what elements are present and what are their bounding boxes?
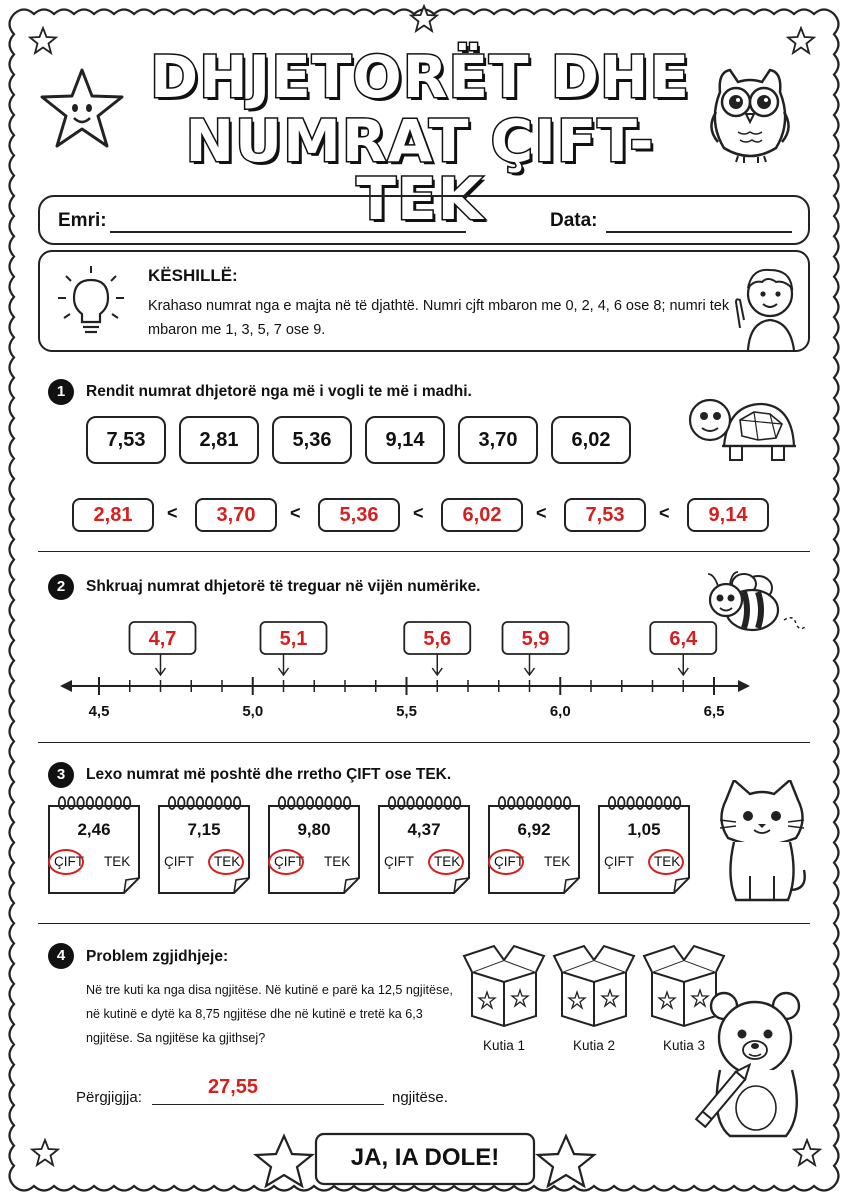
option-even: ÇIFT [54, 854, 84, 869]
worksheet-title-line2: NUMRAT ÇIFT-TEK [185, 107, 655, 233]
smiling-star-icon [38, 66, 126, 152]
less-than-sign: < [167, 503, 178, 523]
q1-number-box: 7,53 [86, 416, 166, 464]
star-icon [792, 1138, 822, 1168]
notepad-card [266, 796, 362, 896]
option-even: ÇIFT [164, 854, 194, 869]
number-line-answer: 5,1 [279, 628, 308, 650]
less-than-sign: < [536, 503, 547, 523]
star-icon [786, 26, 816, 56]
number-line-label: 5,0 [242, 703, 264, 720]
name-label: Emri: [58, 210, 107, 231]
question-2-badge: 2 [48, 574, 74, 600]
date-label: Data: [550, 210, 598, 231]
question-1-text: Rendit numrat dhjetorë nga më i vogli te më i madhi. [86, 383, 472, 400]
notepad-card-outline [156, 796, 252, 896]
open-box-icon [552, 942, 636, 1028]
number-line [0, 600, 848, 740]
open-box-icon [462, 942, 546, 1028]
star-icon [28, 26, 58, 56]
less-than-sign: < [659, 503, 670, 523]
boy-pointing-icon [726, 258, 806, 350]
option-even: ÇIFT [384, 854, 414, 869]
answer-value: 27,55 [208, 1076, 259, 1098]
q1-number-box: 2,81 [179, 416, 259, 464]
notepad-card [486, 796, 582, 896]
q1-answer-box: 3,70 [195, 498, 277, 532]
section-divider [38, 742, 810, 743]
card-number: 7,15 [187, 820, 221, 839]
owl-icon [700, 62, 800, 166]
question-1-badge: 1 [48, 379, 74, 405]
lightbulb-icon [56, 264, 126, 340]
box-label: Kutia 3 [662, 1038, 706, 1053]
number-line-answer: 5,6 [423, 628, 452, 650]
q1-answer-box: 5,36 [318, 498, 400, 532]
tip-text: Krahaso numrat nga e majta në të djathtë. Numri cjft mbaron me 0, 2, 4, 6 ose 8; numri tek mbaron me 1, 3, 5, 7 ose 9. [148, 298, 730, 338]
tip-title: KËSHILLË: [148, 266, 238, 285]
name-date-bar [38, 195, 810, 245]
answer-circle [208, 849, 244, 875]
notepad-card [46, 796, 142, 896]
option-odd: TEK [214, 854, 241, 869]
box-label: Kutia 2 [572, 1038, 616, 1053]
option-odd: TEK [434, 854, 461, 869]
number-line-answer: 5,9 [521, 628, 550, 650]
q1-number-box: 6,02 [551, 416, 631, 464]
option-odd: TEK [654, 854, 681, 869]
number-line-answer: 4,7 [148, 628, 177, 650]
star-icon [409, 4, 439, 34]
option-even: ÇIFT [494, 854, 524, 869]
answer-unit: ngjitëse. [392, 1089, 448, 1106]
cat-icon [716, 780, 808, 908]
less-than-sign: < [290, 503, 301, 523]
star-icon [30, 1138, 60, 1168]
tip-box [38, 250, 810, 352]
name-input-line[interactable] [110, 231, 466, 233]
section-divider [38, 923, 810, 924]
arrow-left-icon [60, 680, 72, 692]
worksheet-title-line1: DHJETORËT DHE [149, 43, 691, 111]
notepad-card-outline [266, 796, 362, 896]
number-line-label: 6,0 [549, 703, 571, 720]
option-odd: TEK [104, 854, 131, 869]
q1-number-box: 3,70 [458, 416, 538, 464]
notepad-card-outline [596, 796, 692, 896]
box-label: Kutia 1 [482, 1038, 526, 1053]
card-number: 9,80 [297, 820, 331, 839]
card-number: 6,92 [517, 820, 551, 839]
section-divider [38, 551, 810, 552]
option-even: ÇIFT [274, 854, 304, 869]
answer-circle [488, 849, 524, 875]
less-than-sign: < [413, 503, 424, 523]
question-4-badge: 4 [48, 943, 74, 969]
notepad-card [156, 796, 252, 896]
q1-answer-box: 7,53 [564, 498, 646, 532]
q1-answer-box: 9,14 [687, 498, 769, 532]
q1-number-box: 5,36 [272, 416, 352, 464]
option-odd: TEK [324, 854, 351, 869]
answer-input-line[interactable] [152, 1104, 384, 1105]
card-number: 4,37 [407, 820, 441, 839]
question-3-badge: 3 [48, 762, 74, 788]
notepad-card-outline [46, 796, 142, 896]
notepad-card-outline [376, 796, 472, 896]
number-line-label: 6,5 [703, 703, 725, 720]
q1-number-box: 9,14 [365, 416, 445, 464]
notepad-card [596, 796, 692, 896]
option-even: ÇIFT [604, 854, 634, 869]
question-4-text: Në tre kuti ka nga disa ngjitëse. Në kutinë e parë ka 12,5 ngjitëse, në kutinë e dytë ka 8,75 ngjitëse dhe në kutinë e tretë ka 6,3 ngjitëse. Sa ngjitëse ka gjithsej? [86, 983, 453, 1045]
answer-label: Përgjigjja: [76, 1089, 142, 1106]
answer-circle [48, 849, 84, 875]
number-line-label: 4,5 [88, 703, 110, 720]
date-input-line[interactable] [606, 231, 792, 233]
answer-circle [268, 849, 304, 875]
question-3-text: Lexo numrat më poshtë dhe rretho ÇIFT ose TEK. [86, 766, 452, 783]
footer-text: JA, IA DOLE! [350, 1144, 500, 1171]
bear-with-pencil-icon [690, 990, 808, 1140]
option-odd: TEK [544, 854, 571, 869]
turtle-icon [684, 390, 800, 466]
notepad-card [376, 796, 472, 896]
arrow-right-icon [738, 680, 750, 692]
notepad-card-outline [486, 796, 582, 896]
card-number: 2,46 [77, 820, 111, 839]
question-2-text: Shkruaj numrat dhjetorë të treguar në vijën numërike. [86, 578, 481, 595]
number-line-label: 5,5 [396, 703, 417, 720]
number-line-answer: 6,4 [669, 628, 698, 650]
card-number: 1,05 [627, 820, 661, 839]
question-4-title: Problem zgjidhjeje: [86, 948, 229, 965]
q1-answer-box: 6,02 [441, 498, 523, 532]
answer-circle [428, 849, 464, 875]
q1-answer-box: 2,81 [72, 498, 154, 532]
answer-circle [648, 849, 684, 875]
